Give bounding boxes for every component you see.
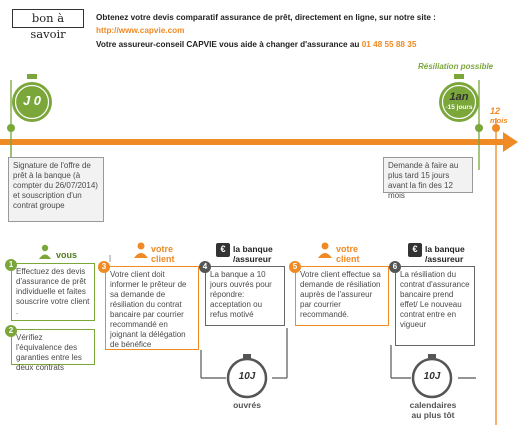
step-1-box: Effectuez des devis d'assurance de prêt individuelle et faites souscrire votre client . (11, 263, 95, 321)
step-6-box: La résiliation du contrat d'assurance bancaire prend effet/ Le nouveau contrat entre en vigueur (395, 266, 475, 346)
capvie-url-link[interactable]: http://www.capvie.com (96, 26, 185, 35)
role-client-1-line2: client (151, 254, 175, 264)
header-line-devis: Obtenez votre devis comparatif assurance de prêt, directement en ligne, sur notre site : (96, 13, 436, 22)
role-banque-1 (233, 244, 273, 264)
timer-2-caption (398, 400, 468, 420)
months-word: mois (490, 116, 508, 125)
timer-2-caption-line1: calendaires (409, 400, 457, 410)
header-capvie-text: Votre assureur-conseil CAPVIE vous aide à changer d'assurance au (96, 40, 360, 49)
timer-1-label: 10J (238, 371, 256, 382)
role-vous: vous (56, 250, 78, 260)
euro-glyph-1: € (220, 244, 226, 254)
role-banque-1-line2: /assureur (233, 254, 272, 264)
step-2-number: 2 (5, 325, 17, 337)
phone-number[interactable]: 01 48 55 88 35 (361, 40, 417, 49)
euro-glyph-2: € (412, 244, 418, 254)
step-6-number: 6 (389, 261, 401, 273)
timer-2-label: 10J (423, 371, 441, 382)
start-dot (7, 124, 15, 132)
bon-a-savoir-badge: bon à savoir (12, 9, 84, 28)
role-client-2 (336, 244, 360, 264)
role-client-1 (151, 244, 175, 264)
role-banque-2-line1: la banque (425, 244, 465, 254)
step-4-number: 4 (199, 261, 211, 273)
step-2-box: Vérifiez l'équivalence des garanties entre les deux contrats (11, 329, 95, 365)
client-person-icon-2 (318, 243, 332, 259)
timer-1-caption: ouvrés (233, 400, 261, 410)
step-1-number: 1 (5, 259, 17, 271)
end-dot (475, 124, 483, 132)
timeline-bar (0, 139, 505, 145)
start-note: Signature de l'offre de prêt à la banque (à compter du 26/07/2014) et souscription d'un contrat groupe (8, 157, 104, 222)
step-4-box: La banque a 10 jours ouvrés pour répondre: acceptation ou refus motivé (205, 266, 285, 326)
vous-person-icon (39, 245, 51, 259)
step-5-box: Votre client effectue sa demande de résiliation auprès de l'assureur par courrier recommandé. (295, 266, 389, 326)
step-3-box: Votre client doit informer le prêteur de sa demande de résiliation du contrat bancaire par courrier recommandé en joignant la délégation de bénéfice (105, 266, 199, 350)
step-3-number: 3 (98, 261, 110, 273)
role-client-2-line2: client (336, 254, 360, 264)
timeline-arrowhead (503, 132, 518, 152)
role-banque-1-line1: la banque (233, 244, 273, 254)
months-12-number: 12 (490, 106, 501, 116)
end-label-1an: 1an (449, 91, 469, 103)
month12-dot (492, 124, 500, 132)
end-label-minus15: -15 jours (445, 104, 473, 111)
end-note: Demande à faire au plus tard 15 jours avant la fin des 12 mois (383, 157, 473, 193)
step-5-number: 5 (289, 261, 301, 273)
client-person-icon-1 (134, 243, 148, 259)
start-label-j0: J 0 (22, 93, 42, 108)
role-client-1-line1: votre (151, 244, 174, 254)
resiliation-possible-label: Résiliation possible (418, 62, 494, 71)
timer-2-caption-line2: au plus tôt (411, 410, 455, 420)
role-banque-2-line2: /assureur (425, 254, 464, 264)
role-client-2-line1: votre (336, 244, 359, 254)
role-banque-2 (425, 244, 465, 264)
